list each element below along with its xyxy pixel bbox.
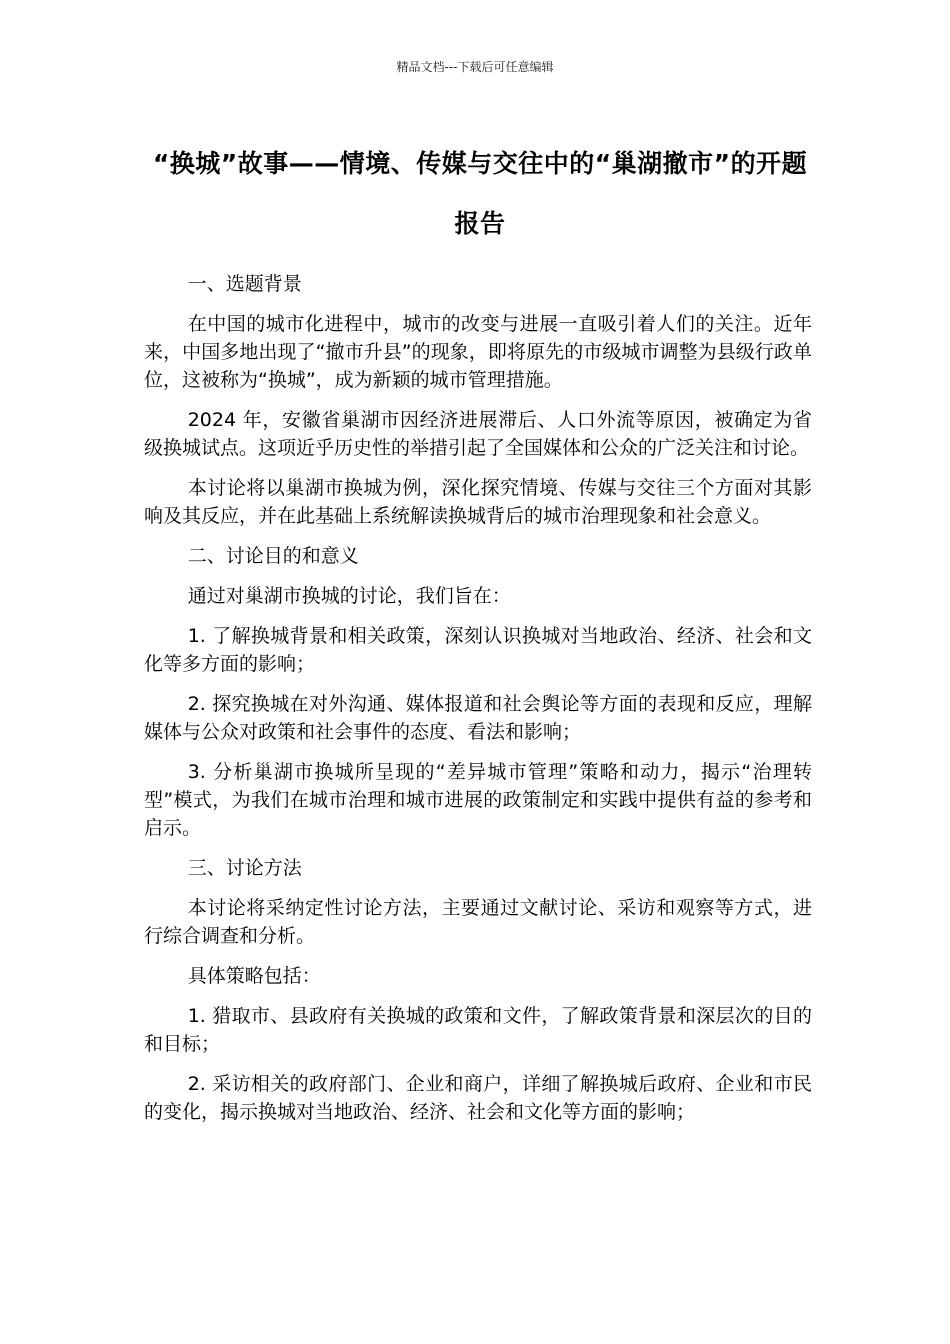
section-heading: 三、讨论方法 (187, 857, 302, 879)
paragraph: 本讨论将采纳定性讨论方法，主要通过文献讨论、采访和观察等方式，进行综合调查和分析。 (144, 897, 812, 947)
list-item: 1. 了解换城背景和相关政策，深刻认识换城对当地政治、经济、社会和文化等多方面的影响； (144, 625, 812, 675)
section-background (144, 270, 812, 530)
section-method (144, 854, 812, 1126)
list-item: 2. 探究换城在对外沟通、媒体报道和社会舆论等方面的表现和反应，理解媒体与公众对政策和社会事件的态度、看法和影响； (144, 693, 812, 743)
section-purpose (144, 542, 812, 842)
list-item: 2. 采访相关的政府部门、企业和商户，详细了解换城后政府、企业和市民的变化，揭示换城对当地政治、经济、社会和文化等方面的影响； (144, 1073, 812, 1123)
paragraph: 具体策略包括： (187, 965, 321, 987)
document-title: “换城”故事——情境、传媒与交往中的“巢湖撤市”的开题报告 (152, 149, 808, 238)
paragraph: 通过对巢湖市换城的讨论，我们旨在： (187, 585, 511, 607)
document-body (144, 270, 812, 1138)
paragraph: 在中国的城市化进程中，城市的改变与进展一直吸引着人们的关注。近年来，中国多地出现了“撤市升县”的现象，即将原先的市级城市调整为县级行政单位，这被称为“换城”，成为新颖的城市管理措施。 (144, 313, 812, 391)
paragraph: 2024 年，安徽省巢湖市因经济进展滞后、人口外流等原因，被确定为省级换城试点。这项近乎历史性的举措引起了全国媒体和公众的广泛关注和讨论。 (144, 409, 812, 459)
list-item: 3. 分析巢湖市换城所呈现的“差异城市管理”策略和动力，揭示“治理转型”模式，为我们在城市治理和城市进展的政策制定和实践中提供有益的参考和启示。 (144, 761, 812, 839)
header-note: 精品文档---下载后可任意编辑 (396, 60, 554, 74)
paragraph: 本讨论将以巢湖市换城为例，深化探究情境、传媒与交往三个方面对其影响及其反应，并在此基础上系统解读换城背后的城市治理现象和社会意义。 (144, 477, 812, 527)
list-item: 1. 猎取市、县政府有关换城的政策和文件，了解政策背景和深层次的目的和目标； (144, 1005, 812, 1055)
section-heading: 二、讨论目的和意义 (187, 545, 359, 567)
section-heading: 一、选题背景 (187, 273, 302, 295)
